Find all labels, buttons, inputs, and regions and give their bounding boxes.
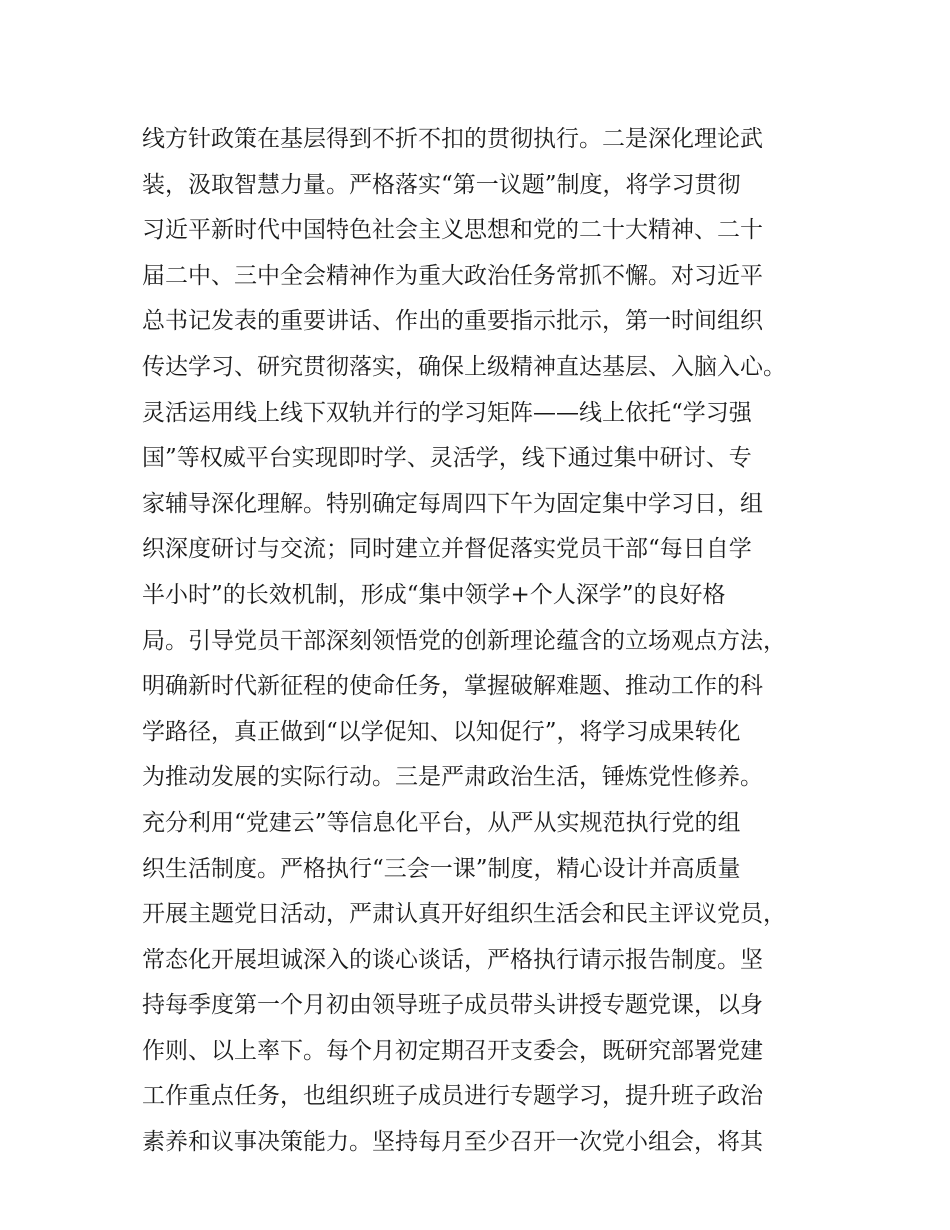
text-line: 总书记发表的重要讲话、作出的重要指示批示，第一时间组织 bbox=[142, 308, 763, 335]
text-line: 工作重点任务，也组织班子成员进行专题学习，提升班子政治 bbox=[142, 1083, 763, 1110]
body-text bbox=[142, 117, 822, 1166]
text-line: 明确新时代新征程的使命任务，掌握破解难题、推动工作的科 bbox=[142, 673, 763, 700]
text-line: 持每季度第一个月初由领导班子成员带头讲授专题党课，以身 bbox=[142, 992, 763, 1019]
text-line: 素养和议事决策能力。坚持每月至少召开一次党小组会，将其 bbox=[142, 1129, 763, 1156]
text-line: 为推动发展的实际行动。三是严肃政治生活，锤炼党性修养。 bbox=[142, 764, 763, 791]
text-line: 开展主题党日活动，严肃认真开好组织生活会和民主评议党员， bbox=[142, 901, 786, 928]
text-line: 局。引导党员干部深刻领悟党的创新理论蕴含的立场观点方法， bbox=[142, 627, 786, 654]
text-line: 半小时”的长效机制，形成“集中领学+个人深学”的良好格 bbox=[142, 581, 726, 608]
text-line: 家辅导深化理解。特别确定每周四下午为固定集中学习日，组 bbox=[142, 490, 763, 517]
text-line: 常态化开展坦诚深入的谈心谈话，严格执行请示报告制度。坚 bbox=[142, 946, 763, 973]
text-line: 作则、以上率下。每个月初定期召开支委会，既研究部署党建 bbox=[142, 1037, 763, 1064]
text-line: 传达学习、研究贯彻落实，确保上级精神直达基层、入脑入心。 bbox=[142, 353, 786, 380]
text-line: 学路径，真正做到“以学促知、以知促行”，将学习成果转化 bbox=[142, 718, 741, 745]
text-line: 充分利用“党建云”等信息化平台，从严从实规范执行党的组 bbox=[142, 809, 741, 836]
text-line: 届二中、三中全会精神作为重大政治任务常抓不懈。对习近平 bbox=[142, 262, 763, 289]
text-line: 国”等权威平台实现即时学、灵活学，线下通过集中研讨、专 bbox=[142, 445, 752, 472]
text-line: 装，汲取智慧力量。严格落实“第一议题”制度，将学习贯彻 bbox=[142, 171, 741, 198]
text-line: 线方针政策在基层得到不折不扣的贯彻执行。二是深化理论武 bbox=[142, 126, 763, 152]
text-line: 习近平新时代中国特色社会主义思想和党的二十大精神、二十 bbox=[142, 217, 763, 244]
text-line: 织深度研讨与交流；同时建立并督促落实党员干部“每日自学 bbox=[142, 536, 752, 563]
text-line: 织生活制度。严格执行“三会一课”制度，精心设计并高质量 bbox=[142, 855, 741, 882]
text-line: 灵活运用线上线下双轨并行的学习矩阵——线上依托“学习强 bbox=[142, 399, 752, 426]
